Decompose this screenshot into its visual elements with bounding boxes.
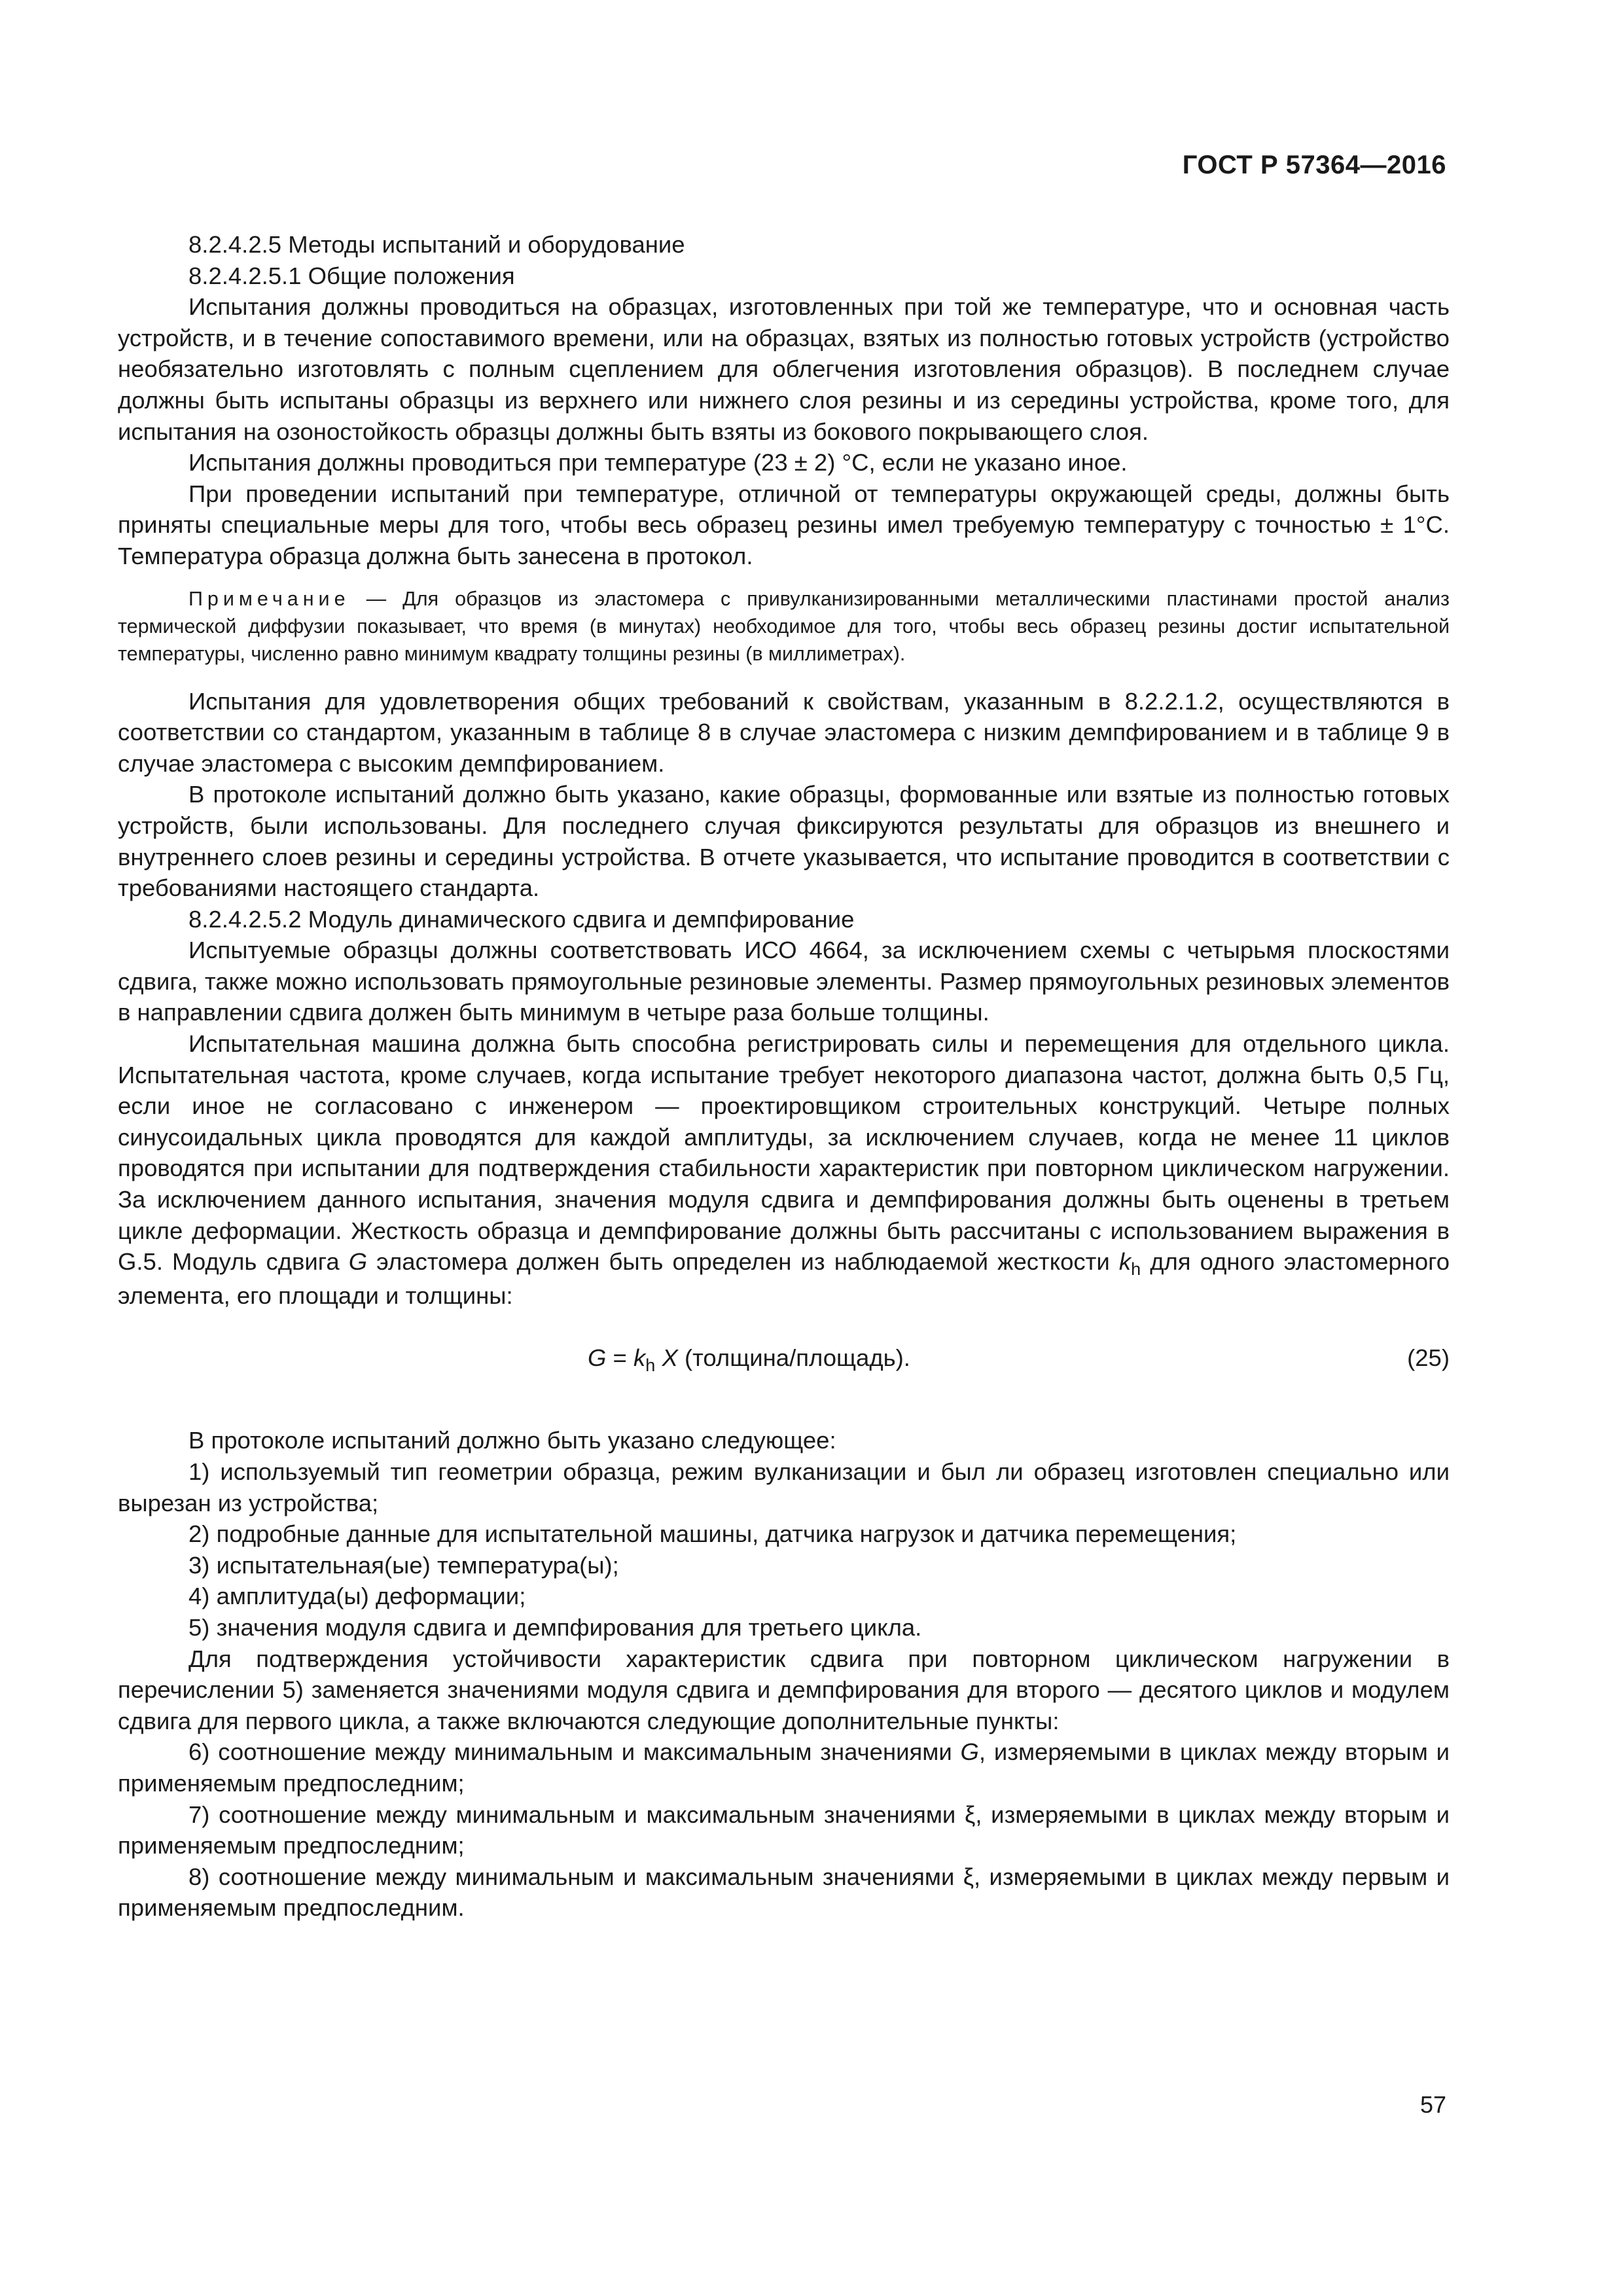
formula-x: X <box>662 1344 678 1372</box>
variable-k: k <box>1118 1248 1132 1276</box>
paragraph-test-machine <box>118 1028 1450 1311</box>
variable-g: G <box>348 1248 368 1276</box>
paragraph-protocol-list-intro: В протоколе испытаний должно быть указано следующее: <box>188 1427 836 1454</box>
paragraph-temperature: Испытания должны проводиться при температуре (23 ± 2) °С, если не указано иное. <box>188 449 1128 476</box>
text-run: Испытательная машина должна быть способна регистрировать силы и перемещения для отдельного цикла. Испытательная частота, кроме случаев, когда испытание требует некоторого диапазона частот, должна быть 0,5 Гц, если иное не согласовано с инженером — проектировщиком строительных конструкций. Четыре полных синусоидальных цикла проводятся для каждой амплитуды, за исключением случаев, когда не менее 11 циклов проводятся при испытании для подтверждения стабильности характеристик при повторном циклическом нагружении. За исключением данного испытания, значения модуля сдвига и демпфирования должны быть оценены в третьем цикле деформации. Жесткость образца и демпфирование должны быть рассчитаны с использованием выражения в G.5. Модуль сдвига <box>118 1030 1450 1276</box>
page-number: 57 <box>1419 2091 1446 2118</box>
list-item-1: 1) используемый тип геометрии образца, режим вулканизации и был ли образец изготовлен специально или вырезан из устройства; <box>118 1458 1450 1516</box>
page-body <box>118 229 1450 1924</box>
text-run: эластомера должен быть определен из наблюдаемой жесткости <box>367 1248 1119 1276</box>
paragraph-stability: Для подтверждения устойчивости характеристик сдвига при повторном циклическом нагружении в перечислении 5) заменяется значениями модуля сдвига и демпфирования для второго — десятого циклов и модулем сдвига для первого цикла, а также включаются следующие дополнительные пункты: <box>118 1645 1450 1734</box>
list-item-8: 8) соотношение между минимальным и максимальным значениями ξ, измеряемыми в циклах между первым и применяемым предпоследним. <box>118 1863 1450 1922</box>
formula-rest: (толщина/площадь). <box>677 1344 910 1372</box>
formula-25 <box>118 1342 1450 1388</box>
list-item-2: 2) подробные данные для испытательной машины, датчика нагрузок и датчика перемещения; <box>188 1520 1237 1548</box>
paragraph-general-requirements: Испытания для удовлетворения общих требований к свойствам, указанным в 8.2.2.1.2, осуществляются в соответствии со стандартом, указанным в таблице 8 в случае эластомера с низким демпфированием и в таблице 9 в случае эластомера с высоким демпфированием. <box>118 687 1450 777</box>
formula-g: G <box>588 1344 607 1372</box>
text-run: 6) соотношение между минимальным и максимальным значениями <box>188 1738 961 1766</box>
formula-number: (25) <box>1407 1344 1450 1372</box>
section-heading-general: 8.2.4.2.5.1 Общие положения <box>188 262 515 289</box>
variable-g: G <box>960 1738 979 1766</box>
list-item-6 <box>118 1736 1450 1799</box>
subscript-h: h <box>1131 1259 1141 1280</box>
text-run: для одного эластомерного элемента, его площади и толщины: <box>118 1248 1450 1309</box>
list-item-7: 7) соотношение между минимальным и максимальным значениями ξ, измеряемыми в циклах между вторым и применяемым предпоследним; <box>118 1801 1450 1859</box>
formula-equals: = <box>606 1344 634 1372</box>
section-heading-dynamic-shear: 8.2.4.2.5.2 Модуль динамического сдвига и демпфирование <box>188 905 855 933</box>
note-block <box>118 585 1450 668</box>
standard-code: ГОСТ Р 57364—2016 <box>1182 151 1446 179</box>
note-text: — Для образцов из эластомера с привулканизированными металлическими пластинами простой анализ термической диффузии показывает, что время (в минутах) необходимое для того, чтобы весь образец резины достиг испытательной температуры, численно равно минимум квадрату толщины резины (в миллиметрах). <box>118 587 1450 665</box>
formula-subscript: h <box>645 1355 656 1376</box>
section-heading-methods: 8.2.4.2.5 Методы испытаний и оборудование <box>188 231 685 258</box>
paragraph-non-ambient: При проведении испытаний при температуре, отличной от температуры окружающей среды, должны быть приняты специальные меры для того, чтобы весь образец резины имел требуемую температуру с точностью ± 1°С. Температура образца должна быть занесена в протокол. <box>118 480 1450 569</box>
formula-expression <box>588 1342 910 1376</box>
paragraph-test-pieces: Испытуемые образцы должны соответствовать ИСО 4664, за исключением схемы с четырьмя плоскостями сдвига, также можно использовать прямоугольные резиновые элементы. Размер прямоугольных резиновых элементов в направлении сдвига должен быть минимум в четыре раза больше толщины. <box>118 937 1450 1026</box>
text-run: , измеряемыми в циклах между вторым и применяемым предпоследним; <box>118 1738 1450 1797</box>
note-label: Примечание <box>188 587 350 610</box>
formula-k: k <box>633 1344 646 1372</box>
list-item-4: 4) амплитуда(ы) деформации; <box>188 1583 526 1610</box>
list-item-5: 5) значения модуля сдвига и демпфирования для третьего цикла. <box>188 1613 922 1641</box>
list-item-3: 3) испытательная(ые) температура(ы); <box>188 1551 619 1579</box>
paragraph-protocol-specimens: В протоколе испытаний должно быть указано, какие образцы, формованные или взятые из полностью готовых устройств, были использованы. Для последнего случая фиксируются результаты для образцов из внешнего и внутреннего слоев резины и середины устройства. В отчете указывается, что испытание проводится в соответствии с требованиями настоящего стандарта. <box>118 781 1450 902</box>
paragraph-specimens: Испытания должны проводиться на образцах, изготовленных при той же температуре, что и основная часть устройств, и в течение сопоставимого времени, или на образцах, взятых из полностью готовых устройств (устройство необязательно изготовлять с полным сцеплением для облегчения изготовления образцов). В последнем случае должны быть испытаны образцы из верхнего или нижнего слоя резины и из середины устройства, кроме того, для испытания на озоностойкость образцы должны быть взяты из бокового покрывающего слоя. <box>118 293 1450 445</box>
